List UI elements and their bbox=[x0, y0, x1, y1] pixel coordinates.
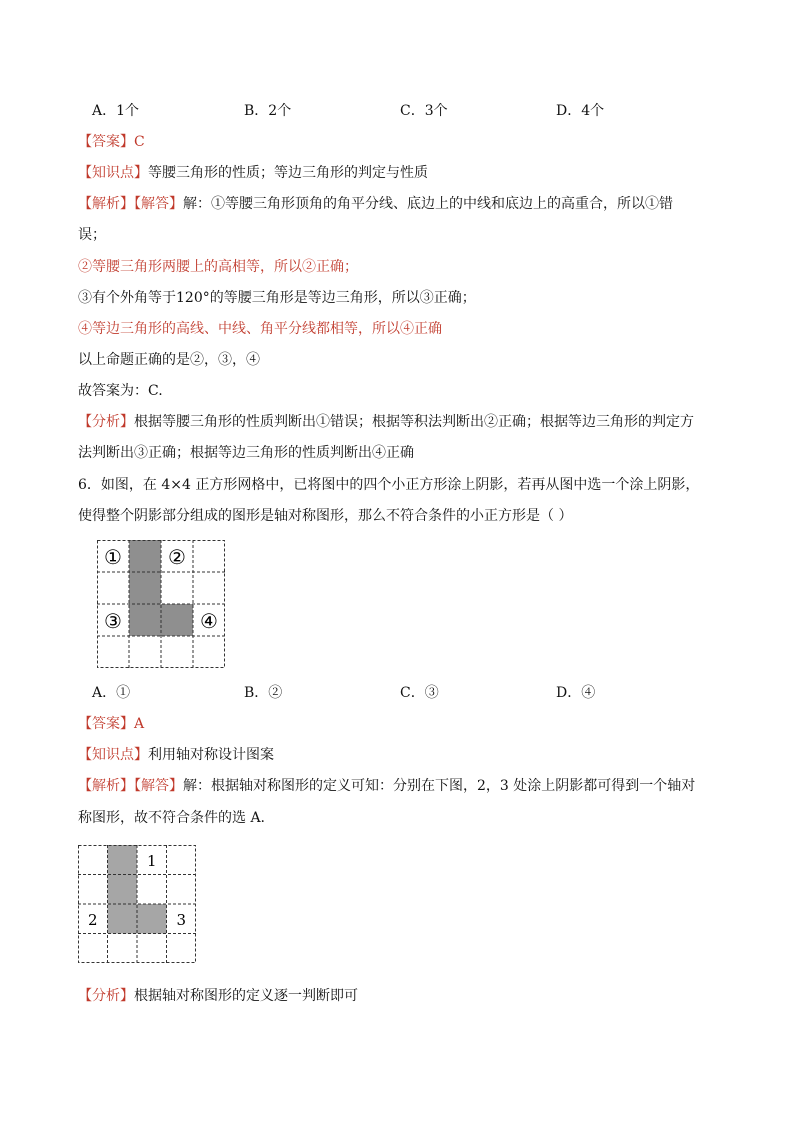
shaded-square bbox=[137, 904, 167, 934]
q6-analysis-line-1 bbox=[78, 776, 695, 796]
q6-option-b: B．② bbox=[244, 685, 283, 701]
knowledge-tag: 【知识点】 bbox=[78, 165, 148, 181]
answer-value: C bbox=[134, 134, 145, 150]
grid2-label-2: 2 bbox=[87, 911, 98, 929]
shaded-square bbox=[108, 904, 138, 934]
grid2-label-3: 3 bbox=[176, 911, 187, 929]
q6-answer-line bbox=[78, 714, 144, 734]
grid2-label-1: 1 bbox=[146, 852, 157, 870]
shaded-square bbox=[129, 572, 161, 604]
knowledge-tag: 【知识点】 bbox=[78, 747, 148, 763]
analysis-text: 解：根据轴对称图形的定义可知：分别在下图，2，3 处涂上阴影都可得到一个轴对 bbox=[183, 778, 696, 794]
q5-analysis-line-1 bbox=[78, 194, 673, 214]
answer-value: A bbox=[134, 716, 145, 732]
option-d: D．4个 bbox=[556, 103, 605, 119]
shaded-square bbox=[129, 604, 161, 636]
q5-analysis-line-4: ③有个外角等于120°的等腰三角形是等边三角形，所以③正确； bbox=[78, 290, 476, 306]
analysis-tag: 【解析】【解答】 bbox=[78, 196, 183, 212]
q6-grid-figure bbox=[97, 540, 225, 668]
q6-option-d: D．④ bbox=[556, 685, 596, 701]
q6-stem-line-2: 使得整个阴影部分组成的图形是轴对称图形，那么不符合条件的小正方形是（ ） bbox=[78, 508, 573, 524]
fenxi-text: 根据等腰三角形的性质判断出①错误；根据等积法判断出②正确；根据等边三角形的判定方 bbox=[134, 414, 694, 430]
shaded-square bbox=[108, 845, 138, 875]
q5-fenxi-line-2: 法判断出③正确；根据等边三角形的性质判断出④正确 bbox=[78, 445, 414, 461]
q5-analysis-line-3: ②等腰三角形两腰上的高相等，所以②正确； bbox=[78, 259, 358, 275]
fenxi-tag: 【分析】 bbox=[78, 988, 134, 1004]
q5-knowledge-line bbox=[78, 163, 428, 183]
analysis-tag: 【解析】【解答】 bbox=[78, 778, 183, 794]
grid-label-1: ① bbox=[104, 545, 122, 569]
q5-analysis-line-5: ④等边三角形的高线、中线、角平分线都相等，所以④正确 bbox=[78, 321, 442, 337]
q5-analysis-line-6: 以上命题正确的是②，③，④ bbox=[78, 352, 260, 368]
fenxi-text: 根据轴对称图形的定义逐一判断即可 bbox=[134, 988, 358, 1004]
shaded-square bbox=[129, 540, 161, 572]
grid-label-3: ③ bbox=[104, 609, 122, 633]
answer-tag: 【答案】 bbox=[78, 134, 134, 150]
q6-solution-grid bbox=[78, 845, 196, 963]
q6-analysis-line-2: 称图形，故不符合条件的选 A. bbox=[78, 810, 266, 826]
option-a: A．1个 bbox=[92, 103, 140, 119]
option-c: C．3个 bbox=[400, 103, 448, 119]
q6-option-a: A．① bbox=[92, 685, 131, 701]
q6-knowledge-line bbox=[78, 745, 274, 765]
q5-fenxi-line-1 bbox=[78, 412, 694, 432]
knowledge-text: 等腰三角形的性质；等边三角形的判定与性质 bbox=[148, 165, 428, 181]
q6-stem-line-1: 6．如图，在 4×4 正方形网格中，已将图中的四个小正方形涂上阴影，若再从图中选一个涂上阴影， bbox=[78, 477, 700, 493]
fenxi-tag: 【分析】 bbox=[78, 414, 134, 430]
q6-option-c: C．③ bbox=[400, 685, 439, 701]
q5-answer-line bbox=[78, 132, 145, 152]
analysis-text: 解：①等腰三角形顶角的角平分线、底边上的中线和底边上的高重合，所以①错 bbox=[183, 196, 673, 212]
option-b: B．2个 bbox=[244, 103, 292, 119]
q5-analysis-line-7: 故答案为：C. bbox=[78, 383, 163, 399]
shaded-square bbox=[161, 604, 193, 636]
grid-label-4: ④ bbox=[200, 609, 218, 633]
q6-fenxi-line bbox=[78, 986, 358, 1006]
knowledge-text: 利用轴对称设计图案 bbox=[148, 747, 274, 763]
grid-label-2: ② bbox=[168, 545, 186, 569]
q5-analysis-line-2: 误； bbox=[78, 227, 106, 243]
answer-tag: 【答案】 bbox=[78, 716, 134, 732]
shaded-square bbox=[108, 875, 138, 905]
